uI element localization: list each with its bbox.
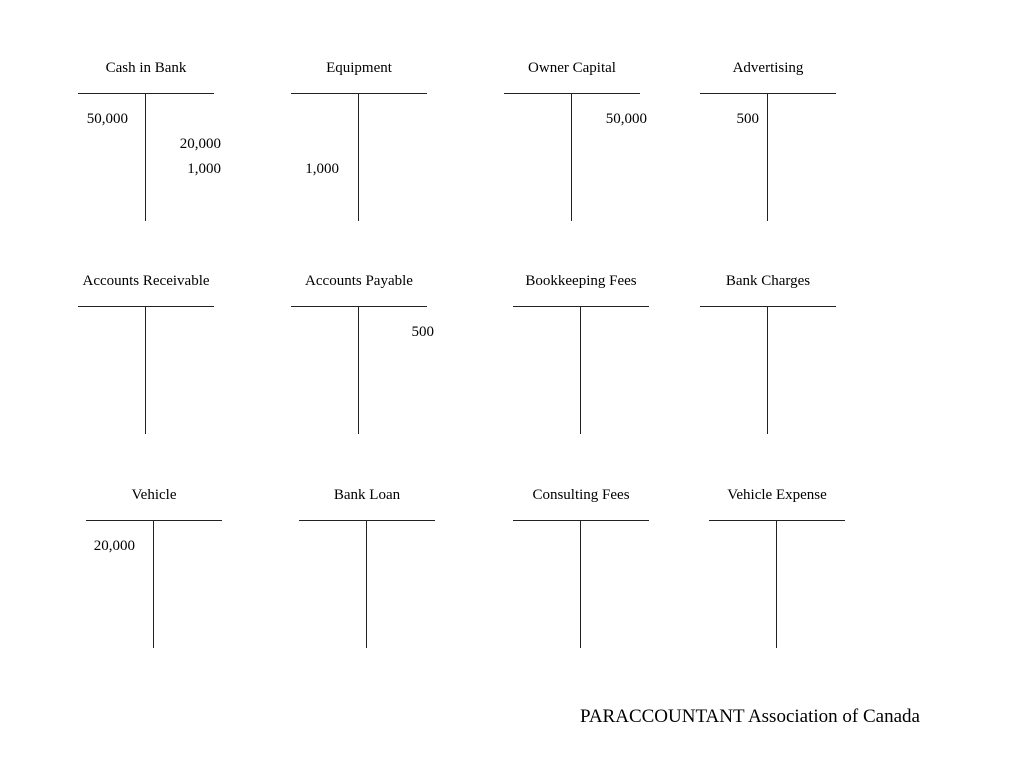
t-account-top-line <box>299 520 435 521</box>
t-account-vehicle <box>86 486 222 661</box>
t-account-top-line <box>78 93 214 94</box>
account-title: Vehicle <box>131 487 177 503</box>
t-account-bookkeeping-fees <box>513 272 649 447</box>
t-account-owner-capital <box>504 59 647 234</box>
account-title: Accounts Payable <box>305 273 413 289</box>
account-title: Consulting Fees <box>532 487 630 503</box>
credit-entry: 1,000 <box>187 161 221 177</box>
t-account-divider-line <box>145 306 146 434</box>
credit-entry: 20,000 <box>179 136 221 152</box>
account-title: Advertising <box>732 60 804 76</box>
t-account-top-line <box>700 93 836 94</box>
t-account-top-line <box>513 520 649 521</box>
t-account-divider-line <box>153 520 154 648</box>
t-account-top-line <box>513 306 649 307</box>
t-account-top-line <box>504 93 640 94</box>
t-account-accounts-payable <box>291 272 434 447</box>
account-title: Accounts Receivable <box>82 273 210 289</box>
t-account-divider-line <box>366 520 367 648</box>
t-account-vehicle-expense <box>709 486 845 661</box>
account-title: Cash in Bank <box>105 60 187 76</box>
t-account-consulting-fees <box>513 486 649 661</box>
account-title: Equipment <box>326 60 392 76</box>
t-account-top-line <box>709 520 845 521</box>
debit-entry: 500 <box>736 111 759 127</box>
account-title: Bookkeeping Fees <box>525 273 637 289</box>
t-account-divider-line <box>767 93 768 221</box>
t-account-divider-line <box>358 93 359 221</box>
t-account-top-line <box>291 93 427 94</box>
account-title: Vehicle Expense <box>727 487 827 503</box>
account-title: Bank Charges <box>725 273 811 289</box>
t-account-equipment <box>291 59 427 234</box>
t-account-divider-line <box>776 520 777 648</box>
t-account-divider-line <box>580 520 581 648</box>
t-account-bank-loan <box>299 486 435 661</box>
account-title: Owner Capital <box>528 60 616 76</box>
t-account-advertising <box>700 59 836 234</box>
credit-entry: 500 <box>411 324 434 340</box>
footer-organization-name: PARACCOUNTANT Association of Canada <box>580 706 920 727</box>
t-account-divider-line <box>358 306 359 434</box>
t-account-top-line <box>291 306 427 307</box>
credit-entry: 50,000 <box>605 111 647 127</box>
t-account-top-line <box>700 306 836 307</box>
account-title: Bank Loan <box>333 487 401 503</box>
debit-entry: 20,000 <box>93 538 135 554</box>
t-account-cash-in-bank <box>78 59 221 234</box>
t-account-divider-line <box>580 306 581 434</box>
t-account-top-line <box>78 306 214 307</box>
t-account-bank-charges <box>700 272 836 447</box>
t-account-accounts-receivable <box>78 272 214 447</box>
t-account-divider-line <box>145 93 146 221</box>
debit-entry: 1,000 <box>305 161 339 177</box>
t-account-divider-line <box>767 306 768 434</box>
debit-entry: 50,000 <box>86 111 128 127</box>
t-account-top-line <box>86 520 222 521</box>
t-account-divider-line <box>571 93 572 221</box>
